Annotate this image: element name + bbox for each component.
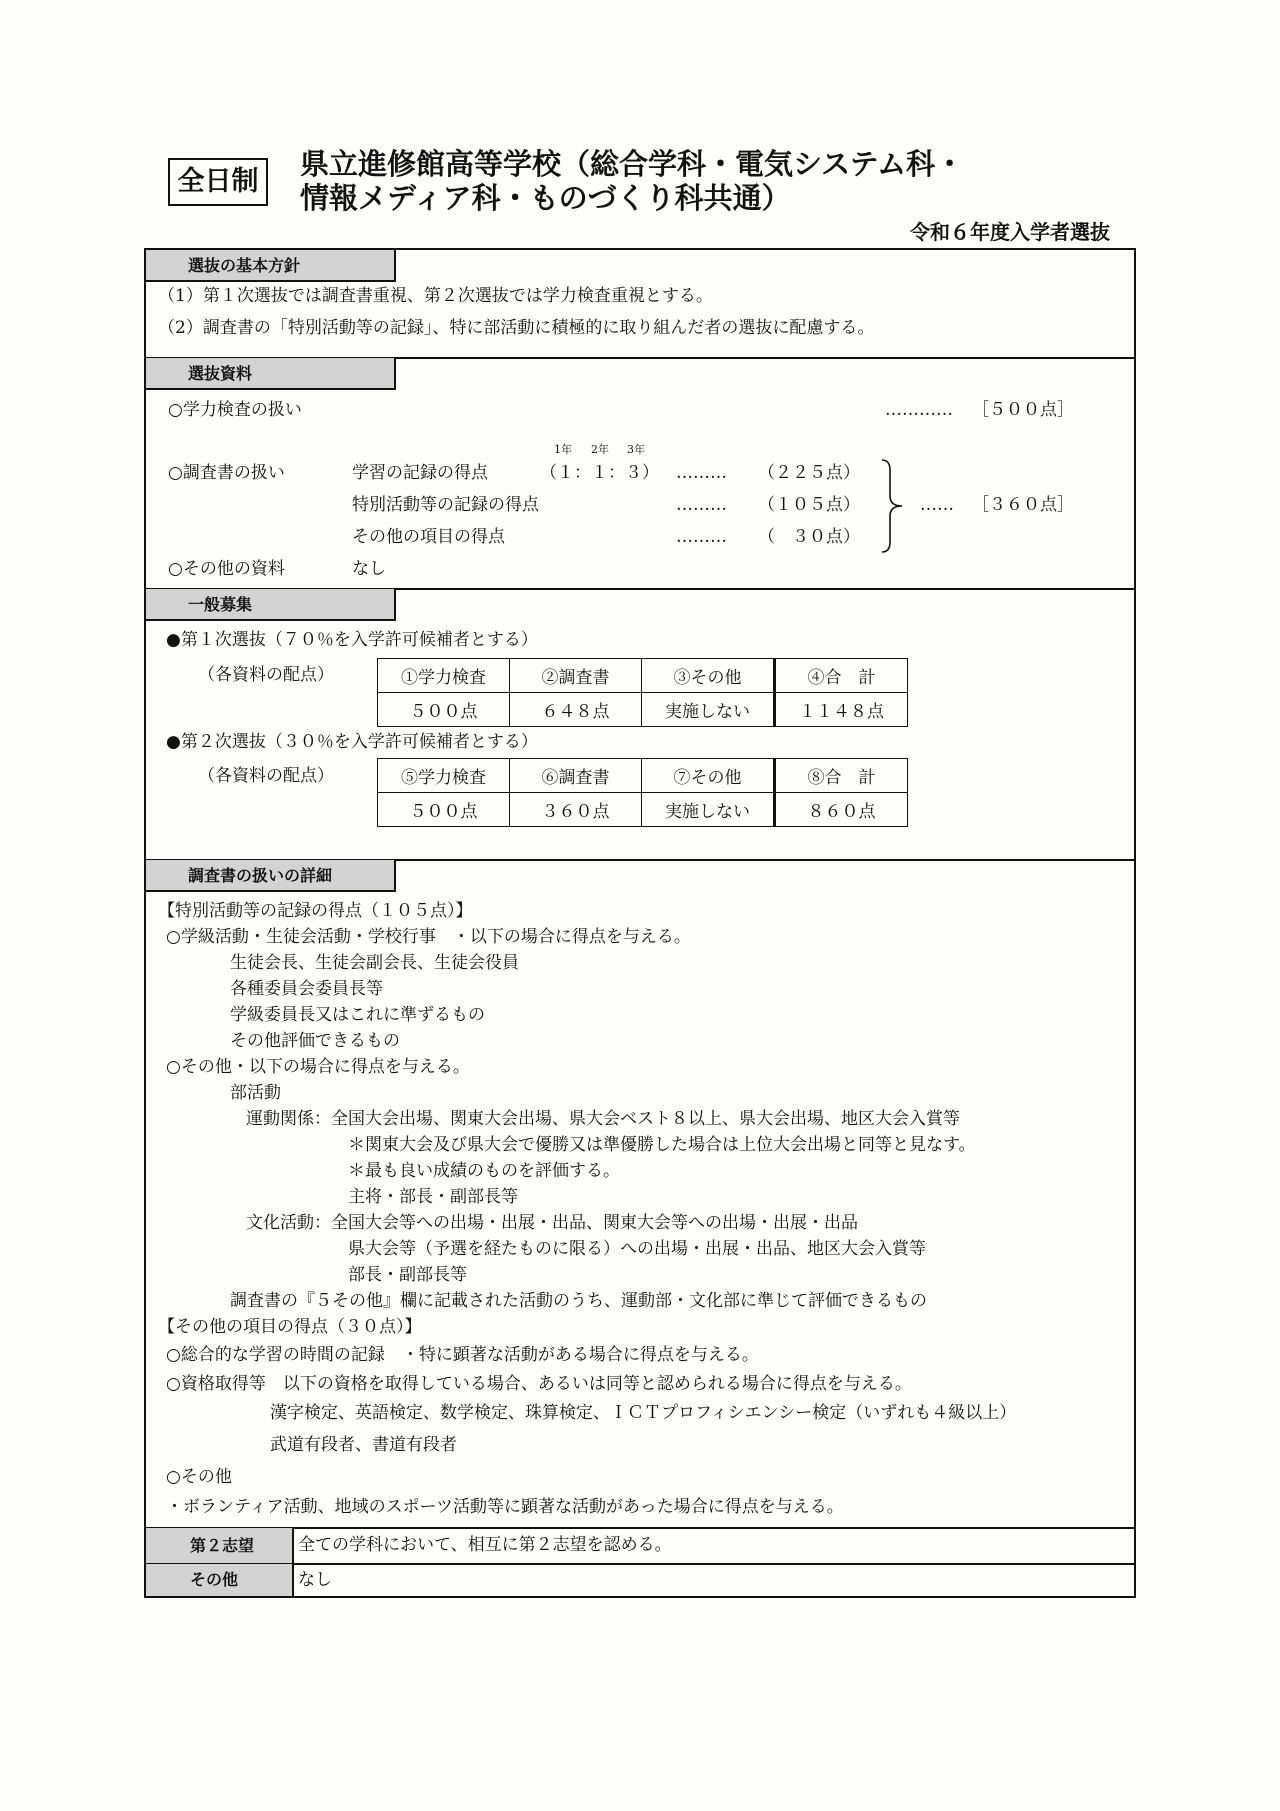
detail-line: 生徒会長、生徒会副会長、生徒会役員: [230, 953, 519, 973]
section-heading-others: その他: [146, 1564, 294, 1596]
total-points: ［３６０点］: [972, 495, 1074, 515]
detail-line: 【特別活動等の記録の得点（１０５点）】: [158, 901, 473, 921]
row-dots: ………: [676, 495, 727, 515]
first-selection-table: [377, 658, 908, 727]
second-choice-text: 全ての学科において、相互に第２志望を認める。: [298, 1535, 672, 1555]
detail-line: 各種委員会委員長等: [230, 979, 383, 999]
table-cell: ８６０点: [775, 793, 908, 827]
detail-line: ＊関東大会及び県大会で優勝又は準優勝した場合は上位大会出場と同等と見なす。: [348, 1135, 976, 1155]
other-materials-value: なし: [352, 559, 386, 579]
row-points: （１０５点）: [758, 495, 860, 515]
table-header: ②調査書: [510, 659, 642, 693]
detail-line: 学級委員長又はこれに準ずるもの: [230, 1005, 485, 1025]
detail-line: ＊最も良い成績のものを評価する。: [348, 1161, 620, 1181]
detail-line: 県大会等（予選を経たものに限る）への出場・出展・出品、地区大会入賞等: [348, 1239, 926, 1259]
second-selection-table: [377, 758, 908, 827]
section-heading-materials: 選抜資料: [146, 358, 396, 390]
total-dots: ……: [920, 495, 954, 515]
section-heading-basic-policy: 選抜の基本方針: [146, 250, 396, 282]
year-label-3: 3年: [627, 443, 645, 456]
table-header: ⑥調査書: [510, 759, 642, 793]
school-title-line2: 情報メディア科・ものづくり科共通）: [300, 181, 791, 215]
second-selection-title: ●第２次選抜（３０％を入学許可候補者とする）: [166, 732, 538, 752]
curly-brace-icon: [880, 458, 906, 554]
policy-item-2: （2）調査書の「特別活動等の記録」、特に部活動に積極的に取り組んだ者の選抜に配慮する。: [158, 318, 875, 338]
others-text: なし: [298, 1570, 332, 1590]
detail-line: 文化活動：全国大会等への出場・出展・出品、関東大会等への出場・出展・出品: [246, 1213, 858, 1233]
detail-line: 武道有段者、書道有段者: [270, 1435, 457, 1455]
allocation-label: （各資料の配点）: [198, 665, 334, 685]
selection-year: 令和６年度入学者選抜: [910, 220, 1110, 244]
detail-line: ○その他: [166, 1467, 232, 1487]
detail-line: 運動関係：全国大会出場、関東大会出場、県大会ベスト８以上、県大会出場、地区大会入賞等: [246, 1109, 960, 1129]
detail-line: 部活動: [230, 1083, 281, 1103]
section-heading-general: 一般募集: [146, 589, 396, 621]
row-points: （ ３０点）: [758, 527, 860, 547]
detail-line: 【その他の項目の得点（３０点）】: [158, 1317, 422, 1337]
exam-points: ［５００点］: [972, 400, 1074, 420]
detail-line: 主将・部長・副部長等: [348, 1187, 518, 1207]
detail-line: その他評価できるもの: [230, 1031, 400, 1051]
table-cell: ５００点: [378, 793, 510, 827]
detail-line: ○資格取得等 以下の資格を取得している場合、あるいは同等と認められる場合に得点を与える。: [166, 1374, 912, 1394]
first-selection-title: ●第１次選抜（７０％を入学許可候補者とする）: [166, 630, 538, 650]
detail-line: ○学級活動・生徒会活動・学校行事 ・以下の場合に得点を与える。: [166, 927, 691, 947]
table-cell: ３６０点: [510, 793, 642, 827]
detail-line: 部長・副部長等: [348, 1265, 467, 1285]
exam-label: ○学力検査の扱い: [168, 400, 302, 420]
detail-line: ・ボランティア活動、地域のスポーツ活動等に顕著な活動があった場合に得点を与える。: [166, 1497, 844, 1517]
row-label: 特別活動等の記録の得点: [352, 495, 539, 515]
other-materials-label: ○その他の資料: [168, 559, 285, 579]
table-header: ④合 計: [775, 659, 908, 693]
table-cell: ６４８点: [510, 693, 642, 727]
exam-dots: …………: [885, 400, 953, 420]
row-label: その他の項目の得点: [352, 527, 505, 547]
detail-line: ○総合的な学習の時間の記録 ・特に顕著な活動がある場合に得点を与える。: [166, 1345, 759, 1365]
report-label: ○調査書の扱い: [168, 463, 285, 483]
table-cell: 実施しない: [642, 793, 775, 827]
section-heading-second-choice: 第２志望: [146, 1528, 294, 1563]
full-time-badge: 全日制: [168, 158, 268, 206]
row-label: 学習の記録の得点: [352, 463, 488, 483]
section-heading-details: 調査書の扱いの詳細: [146, 860, 396, 892]
year-label-1: 1年: [554, 443, 572, 456]
table-header: ⑧合 計: [775, 759, 908, 793]
row-points: （２２５点）: [758, 463, 860, 483]
detail-line: 漢字検定、英語検定、数学検定、珠算検定、ＩＣＴプロフィシエンシー検定（いずれも４級以上）: [270, 1403, 1017, 1423]
table-cell: １１４８点: [775, 693, 908, 727]
table-header: ③その他: [642, 659, 775, 693]
year-label-2: 2年: [591, 443, 609, 456]
allocation-label: （各資料の配点）: [198, 766, 334, 786]
policy-item-1: （1）第１次選抜では調査書重視、第２次選抜では学力検査重視とする。: [158, 286, 713, 306]
table-cell: ５００点: [378, 693, 510, 727]
table-header: ⑦その他: [642, 759, 775, 793]
row-dots: ………: [676, 527, 727, 547]
table-header: ①学力検査: [378, 659, 510, 693]
school-title-line1: 県立進修館高等学校（総合学科・電気システム科・: [300, 147, 965, 181]
row-ratio: （１：１：３）: [540, 463, 659, 483]
table-header: ⑤学力検査: [378, 759, 510, 793]
row-dots: ………: [676, 463, 727, 483]
detail-line: ○その他・以下の場合に得点を与える。: [166, 1057, 470, 1077]
table-cell: 実施しない: [642, 693, 775, 727]
detail-line: 調査書の『５その他』欄に記載された活動のうち、運動部・文化部に準じて評価できるもの: [230, 1291, 927, 1311]
